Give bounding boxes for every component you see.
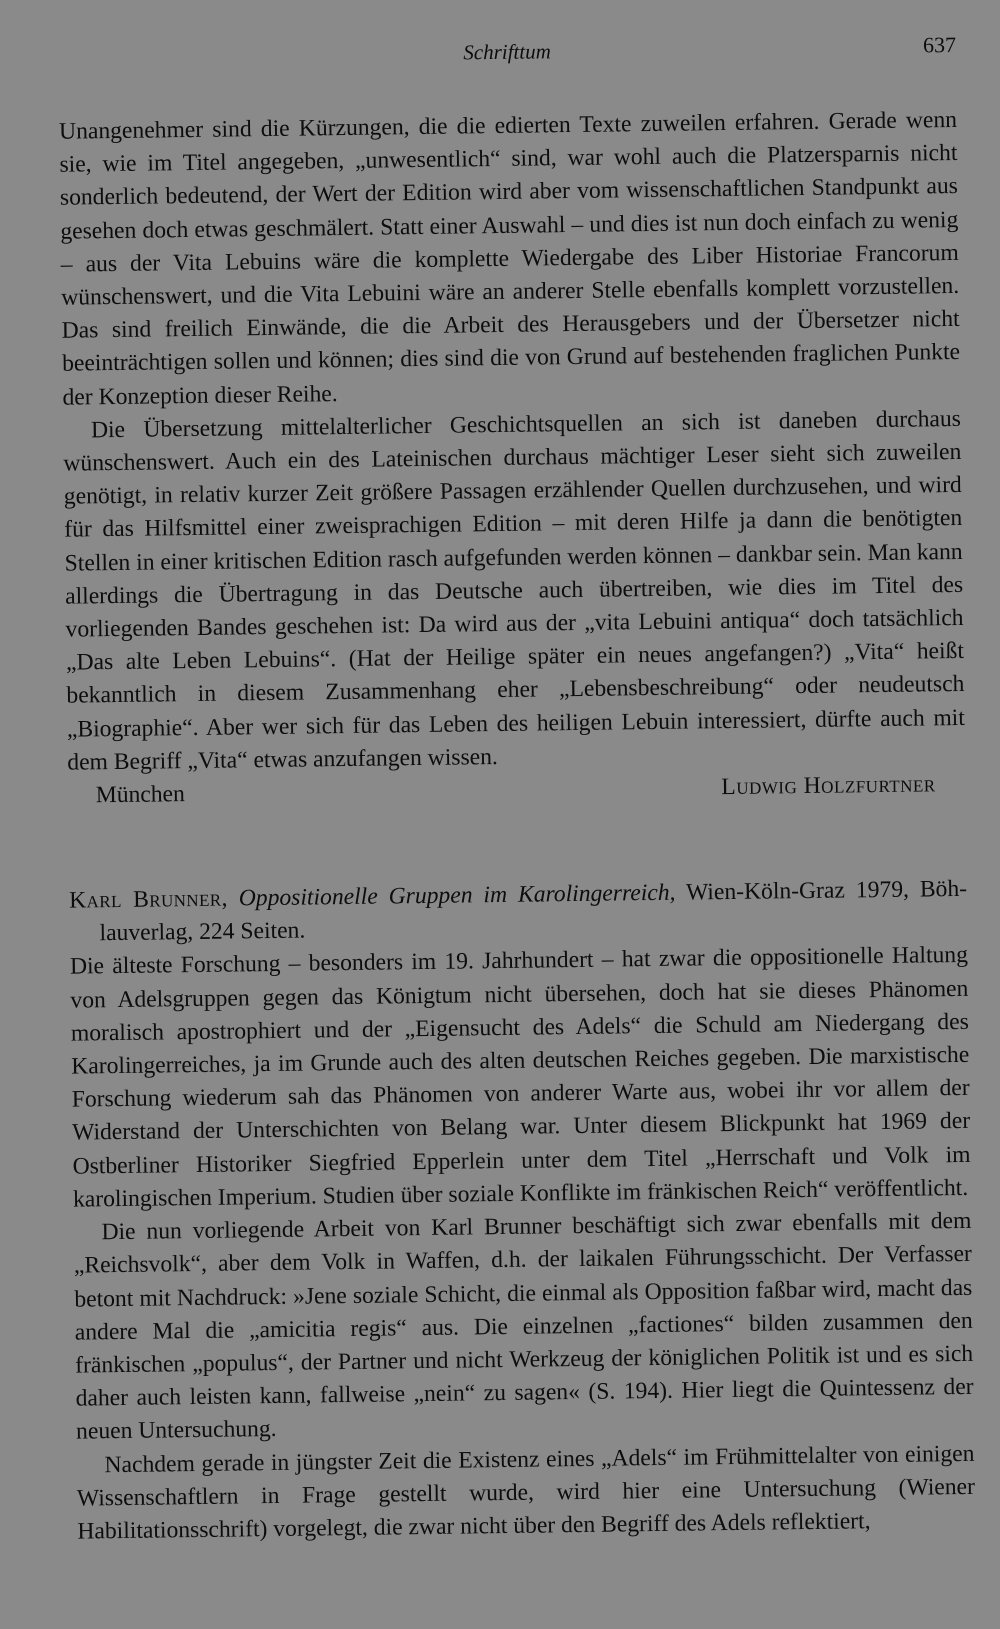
bibliographic-entry [69,873,968,951]
running-head [58,31,957,76]
signature-place: München [95,781,186,809]
signature-author: Ludwig Holzfurtner [721,771,936,801]
review1-paragraph-1: Unangenehmer sind die Kürzungen, die die edierten Texte zuweilen erfahren. Gerade wenn sie, wie im Titel angegeben, „unwesentlich“ sind, war wohl auch die Platzersparnis nicht sonderlich bedeutend, der Wert der Edition wird aber vom wissenschaftlichen Standpunkt aus gesehen doch etwas geschmälert. Statt einer Auswahl – und dies ist nun doch einfach zu wenig – aus der Vita Lebuins wäre die komplette Wiedergabe des Liber Historiae Francorum wünschenswert, und die Vita Lebuini wäre an anderer Stelle ebenfalls komplett vorzustellen. Das sind freilich Einwände, die die Arbeit des Herausgebers und der Übersetzer nicht beeinträchtigen sollen und können; dies sind die von Grund auf bestehenden fraglichen Punkte der Konzeption dieser Reihe. [58,106,961,411]
review-separator [68,801,967,885]
reviewed-title: Oppositionelle Gruppen im Karolingerreich, [238,879,676,912]
body-text [59,104,976,1549]
review2-paragraph-2: Die nun vorliegende Arbeit von Karl Brunner beschäftigt sich zwar ebenfalls mit dem „Reichsvolk“, aber dem Volk in Waffen, d.h. der laikalen Führungsschicht. Der Verfasser betont mit Nachdruck: »Jene soziale Schicht, die einmal als Opposition faßbar wird, macht das andere Mal die „amicitia regis“ aus. Die einzelnen „factiones“ bilden zusammen den fränkischen „populus“, der Partner und nicht Werkzeug der königlichen Politik ist und es sich daher auch leisten kann, fallweise „nein“ zu sagen« (S. 194). Hier liegt die Quintessenz der neuen Untersuchung. [73,1207,974,1445]
running-title: Schrifttum [463,39,551,65]
review2-paragraph-1: Die älteste Forschung – besonders im 19. Jahrhundert – hat zwar die oppositionelle Haltung von Adelsgruppen gegen das Königtum nicht übersehen, doch hat sie dieses Phänomen moralisch apostrophiert und der „Eigensucht des Adels“ die Schuld am Niedergang des Karolingerreiches, ja im Grunde auch des alten deutschen Reiches gegeben. Die marxistische Forschung wiederum sah das Phänomen von anderer Warte aus, wobei ihr vor allem der Widerstand der Unterschichten von Belang war. Unter diesem Blickpunkt hat 1969 der Ostberliner Historiker Siegfried Epperlein unter dem Titel „Herrschaft und Volk im karolingischen Imperium. Studien über soziale Konflikte im fränkischen Reich“ veröffentlicht. [69,942,971,1213]
reviewed-publication: Wien-Köln-Graz 1979, Böhlauverlag, 224 Seiten. [99,875,968,947]
page-number: 637 [922,31,957,58]
review1-paragraph-2: Die Übersetzung mittelalterlicher Geschichtsquellen an sich ist daneben durchaus wünschenswert. Auch ein des Lateinischen durchaus mächtiger Leser sieht sich zuweilen genötigt, in relativ kurzer Zeit größere Passagen erzählender Quellen durchzusehen, und wird für das Hilfsmittel einer zweisprachigen Edition – mit deren Hilfe ja dann die benötigten Stellen in einer kritischen Edition rasch aufgefunden werden können – dankbar sein. Man kann allerdings die Übertragung in das Deutsche auch übertreiben, wie dies im Titel des vorliegenden Bandes geschehen ist: Da wird aus der „vita Lebuini antiqua“ doch tatsächlich „Das alte Leben Lebuins“. (Hat der Heilige später ein neues angefangen?) „Vita“ heißt bekanntlich in diesem Zusammenhang eher „Lebensbeschreibung“ oder neudeutsch „Biographie“. Aber wer sich für das Leben des heiligen Lebuin interessiert, dürfte auch mit dem Begriff „Vita“ etwas anzufangen wissen. [63,405,965,776]
review2-paragraph-3: Nachdem gerade in jüngster Zeit die Existenz eines „Adels“ im Frühmittelalter von einigen Wissenschaftlern in Frage gestellt wurde, wird hier eine Untersuchung (Wiener Habilitationsschrift) vorgelegt, die zwar nicht über den Begriff des Adels reflektiert, [76,1440,976,1545]
reviewed-author: Karl Brunner, [68,885,229,914]
